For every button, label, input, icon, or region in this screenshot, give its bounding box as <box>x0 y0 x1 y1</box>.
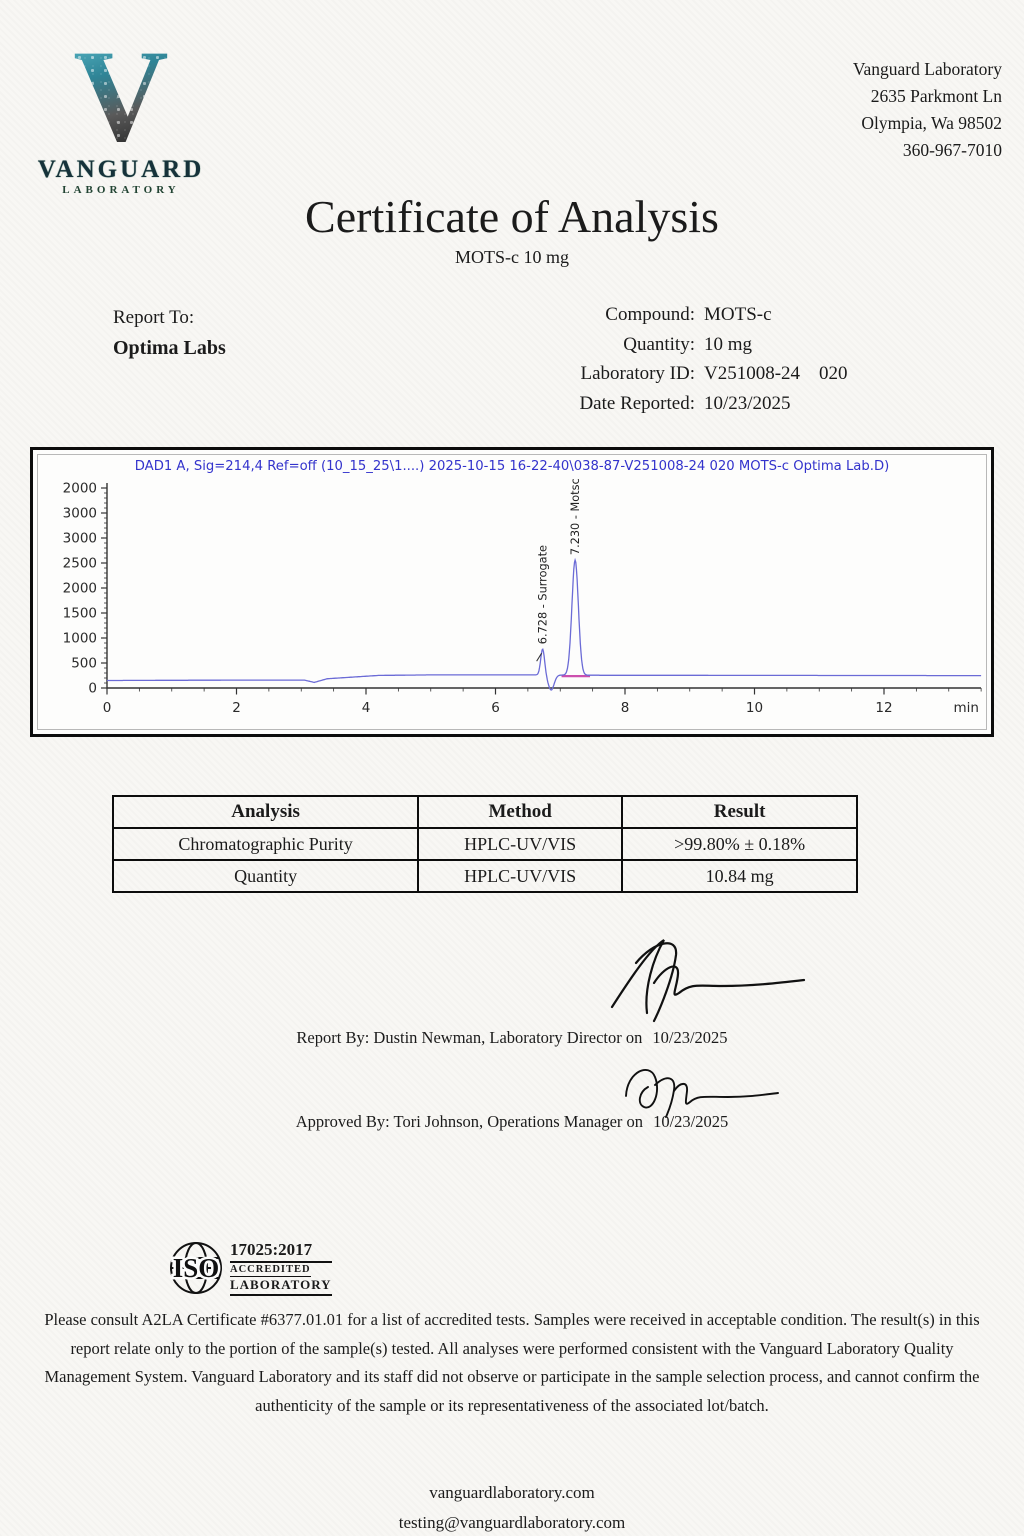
table-cell: 10.84 mg <box>622 860 857 892</box>
results-header-cell: Method <box>418 796 622 828</box>
report-to-value: Optima Labs <box>113 337 226 359</box>
svg-text:2: 2 <box>232 700 241 716</box>
svg-text:7.230 - Motsc: 7.230 - Motsc <box>569 478 583 556</box>
address-line: 360-967-7010 <box>902 140 1002 160</box>
report-field-value: 10/23/2025 <box>704 392 791 414</box>
iso-accredited-label: ACCREDITED <box>230 1264 311 1275</box>
report-field-value: 10 mg <box>704 333 753 355</box>
table-row <box>113 860 857 892</box>
approved-by-signature-icon <box>608 1056 793 1118</box>
chromatogram-svg <box>38 455 986 727</box>
approved-by-line <box>0 1112 1024 1132</box>
report-by-line <box>0 1028 1024 1048</box>
svg-text:2500: 2500 <box>62 555 97 572</box>
results-header-cell: Result <box>622 796 857 828</box>
report-field-label: Quantity: <box>623 333 695 355</box>
disclaimer-text: Please consult A2LA Certificate #6377.01.01 for a list of accredited tests. Samples were received in acceptable condition. The result(s) in this report relate only to the portion of the sample(s) tested. All analyses were performed consistent with the Vanguard Laboratory Quality Management System. Vanguard Laboratory and its staff did not observe or participate in the sample selection process, and cannot confirm the authenticity of the sample or its representativeness of the associated lot/batch. <box>44 1310 980 1415</box>
footer <box>0 1478 1024 1536</box>
svg-text:8: 8 <box>620 700 630 716</box>
logo-v-icon: V <box>73 22 169 169</box>
report-field-row <box>480 389 910 419</box>
svg-text:3000: 3000 <box>62 505 97 522</box>
svg-text:2000: 2000 <box>62 480 97 497</box>
report-by-date: 10/23/2025 <box>652 1028 728 1047</box>
chromatogram-panel <box>30 447 994 737</box>
logo-sub-wordmark: LABORATORY <box>62 184 180 197</box>
report-field-label: Laboratory ID: <box>580 363 695 384</box>
address-line: 2635 Parkmont Ln <box>870 86 1002 106</box>
report-field-row <box>480 359 910 389</box>
svg-text:min: min <box>953 700 979 716</box>
address-line: Olympia, Wa 98502 <box>861 113 1002 133</box>
report-field-row <box>480 300 910 330</box>
report-fields <box>480 300 910 418</box>
report-to-label: Report To: <box>113 307 195 328</box>
svg-text:6.728 - Surrogate: 6.728 - Surrogate <box>536 545 550 645</box>
svg-text:1000: 1000 <box>62 630 97 647</box>
svg-text:12: 12 <box>875 700 893 716</box>
svg-text:0: 0 <box>102 700 112 716</box>
company-logo <box>26 22 216 197</box>
table-cell: Quantity <box>113 860 418 892</box>
iso-text: ISO <box>172 1253 220 1283</box>
iso-standard: 17025:2017 <box>230 1240 332 1263</box>
chromatogram-plot <box>37 454 987 730</box>
address-line: Vanguard Laboratory <box>852 59 1002 79</box>
report-to-block <box>113 302 226 364</box>
page-subtitle: MOTS-c 10 mg <box>455 247 569 267</box>
approved-by-text: Approved By: Tori Johnson, Operations Manager on <box>295 1112 644 1131</box>
results-header-row <box>113 796 857 828</box>
report-field-label: Date Reported: <box>579 392 695 414</box>
footer-email: testing@vanguardlaboratory.com <box>398 1513 626 1532</box>
logo-wordmark: VANGUARD <box>37 156 205 184</box>
table-cell: HPLC-UV/VIS <box>418 828 622 860</box>
svg-text:1500: 1500 <box>62 605 97 622</box>
report-field-value: MOTS-c <box>704 304 772 325</box>
table-cell: HPLC-UV/VIS <box>418 860 622 892</box>
approved-by-date: 10/23/2025 <box>653 1112 729 1131</box>
svg-text:3000: 3000 <box>62 530 97 547</box>
iso-globe-icon <box>168 1240 224 1296</box>
iso-accreditation <box>168 1240 332 1296</box>
footer-website: vanguardlaboratory.com <box>429 1483 595 1502</box>
lab-address-block <box>853 56 1002 164</box>
table-cell: Chromatographic Purity <box>113 828 418 860</box>
svg-text:500: 500 <box>71 655 97 672</box>
report-by-text: Report By: Dustin Newman, Laboratory Director on <box>296 1028 643 1047</box>
report-field-row <box>480 330 910 360</box>
svg-text:2000: 2000 <box>62 580 97 597</box>
svg-text:6: 6 <box>491 700 500 716</box>
report-field-value: V251008-24 020 <box>704 363 848 384</box>
svg-text:0: 0 <box>88 680 97 697</box>
table-row <box>113 828 857 860</box>
svg-text:10: 10 <box>745 700 764 716</box>
report-by-signature-icon <box>600 933 815 1023</box>
results-body <box>113 828 857 892</box>
results-table <box>112 795 858 893</box>
results-header-cell: Analysis <box>113 796 418 828</box>
table-cell: >99.80% ± 0.18% <box>622 828 857 860</box>
iso-laboratory-label: LABORATORY <box>230 1277 332 1296</box>
report-field-label: Compound: <box>605 304 695 325</box>
svg-text:4: 4 <box>361 700 371 716</box>
svg-text:DAD1 A, Sig=214,4 Ref=off (10_: DAD1 A, Sig=214,4 Ref=off (10_15_25\1....) 2025-10-15 16-22-40\038-87-V251008-24 020 MOTS-c Optima Lab.D) <box>134 459 890 474</box>
page-title: Certificate of Analysis <box>305 191 719 242</box>
